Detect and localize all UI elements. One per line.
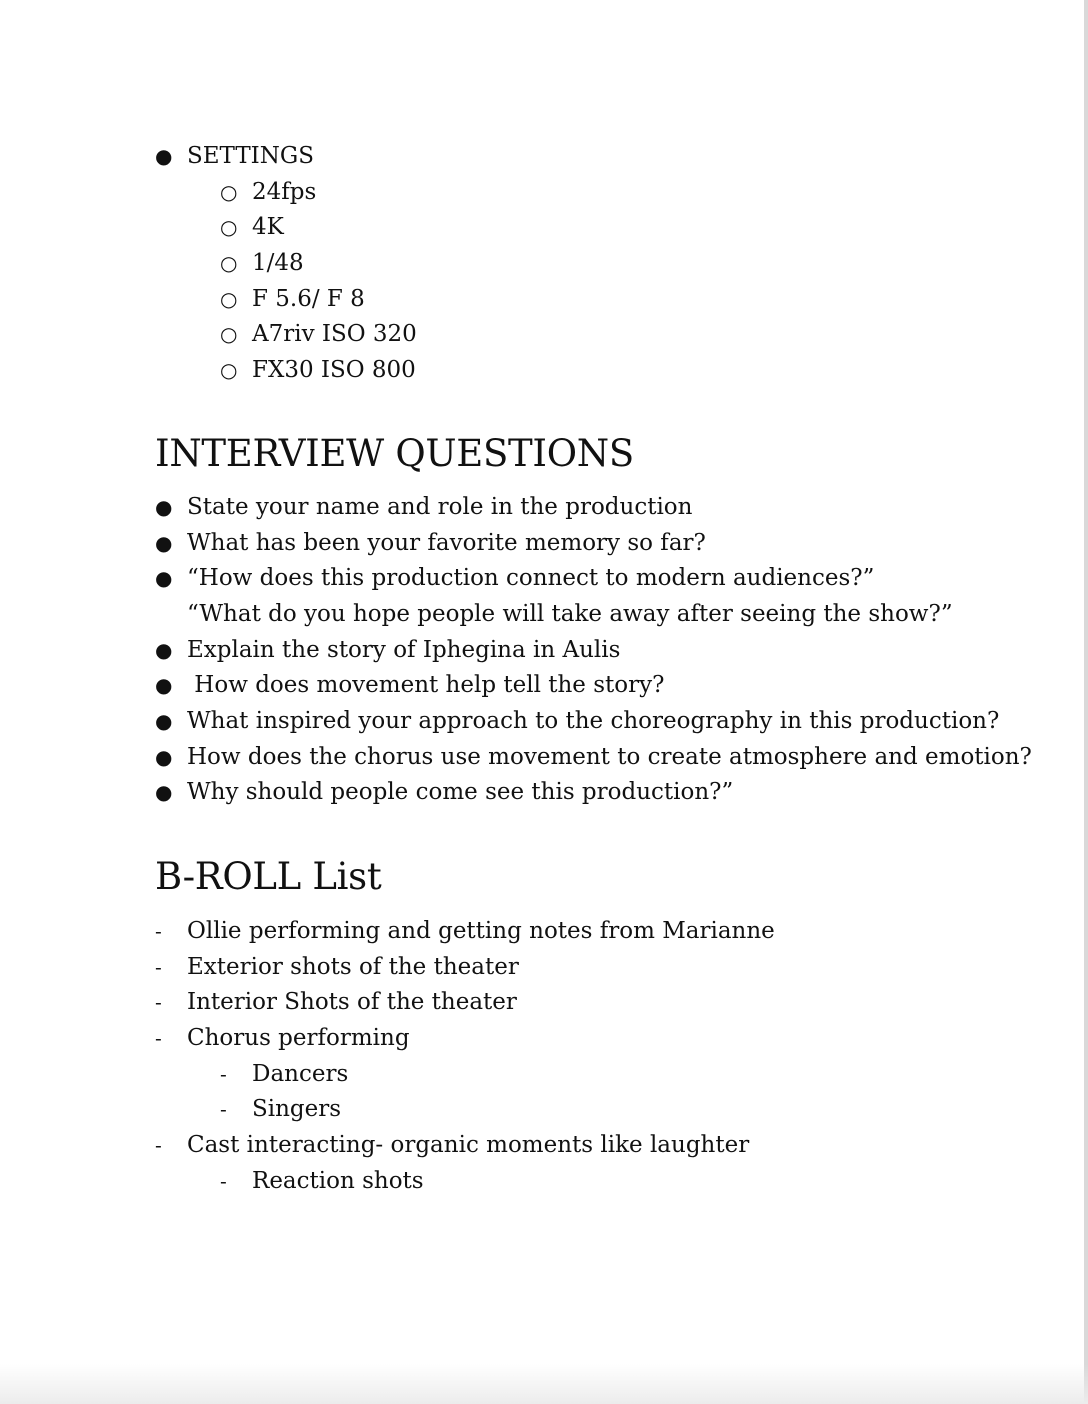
- setting-resolution: 4K: [252, 214, 284, 241]
- dash-marker: -: [155, 954, 162, 979]
- settings-sub-item: [155, 353, 1035, 389]
- question-text: Explain the story of Iphegina in Aulis: [187, 636, 621, 663]
- settings-label: SETTINGS: [187, 143, 314, 169]
- setting-frame-rate: 24fps: [252, 178, 317, 205]
- broll-list-heading: B-ROLL List: [155, 855, 382, 898]
- settings-sub-item: [155, 175, 1035, 211]
- question-item: [155, 561, 1035, 597]
- question-item: [155, 668, 1035, 704]
- sub-bullet-icon: ○: [220, 215, 238, 240]
- setting-iso-a7riv: A7riv ISO 320: [252, 321, 417, 348]
- settings-sub-item: [155, 317, 1035, 353]
- broll-item: [155, 1021, 1035, 1057]
- question-item: [155, 740, 1035, 776]
- bullet-icon: ●: [155, 673, 173, 698]
- question-text: What has been your favorite memory so far?: [187, 529, 706, 556]
- settings-sub-item: [155, 282, 1035, 318]
- setting-shutter: 1/48: [252, 250, 304, 277]
- dash-marker: -: [220, 1061, 227, 1086]
- question-text: State your name and role in the production: [187, 493, 693, 520]
- settings-sub-item: [155, 210, 1035, 246]
- question-item: [155, 633, 1035, 669]
- sub-bullet-icon: ○: [220, 358, 238, 383]
- bullet-icon: ●: [155, 637, 173, 662]
- broll-sub-item: [155, 1164, 1035, 1200]
- settings-sub-item: [155, 246, 1035, 282]
- dash-marker: -: [155, 1026, 162, 1051]
- setting-aperture: F 5.6/ F 8: [252, 285, 365, 312]
- interview-questions-heading: INTERVIEW QUESTIONS: [155, 431, 634, 475]
- question-item: [155, 526, 1035, 562]
- bullet-icon: ●: [155, 494, 173, 519]
- question-text: “What do you hope people will take away after seeing the show?”: [187, 600, 953, 627]
- question-item: [155, 775, 1035, 811]
- broll-text: Chorus performing: [187, 1025, 410, 1052]
- broll-sub-text: Reaction shots: [252, 1167, 424, 1194]
- broll-item: [155, 1128, 1035, 1164]
- bullet-icon: ●: [155, 566, 173, 591]
- question-continuation: [155, 597, 1035, 633]
- question-text: Why should people come see this production?”: [187, 779, 734, 806]
- bullet-icon: ●: [155, 744, 173, 769]
- bullet-icon: ●: [155, 144, 173, 168]
- broll-sub-text: Dancers: [252, 1060, 349, 1087]
- dash-marker: -: [220, 1097, 227, 1122]
- sub-bullet-icon: ○: [220, 322, 238, 347]
- question-text: How does the chorus use movement to create atmosphere and emotion?: [187, 743, 1032, 770]
- question-text: What inspired your approach to the choreography in this production?: [187, 707, 1000, 734]
- bullet-icon: ●: [155, 530, 173, 555]
- broll-text: Exterior shots of the theater: [187, 953, 519, 980]
- dash-marker: -: [155, 990, 162, 1015]
- question-text: “How does this production connect to modern audiences?”: [187, 565, 875, 592]
- dash-marker: -: [155, 919, 162, 943]
- broll-item: [155, 985, 1035, 1021]
- question-item: [155, 490, 1035, 526]
- page-edge: [1084, 0, 1088, 1404]
- document-content: [155, 139, 1035, 1200]
- broll-item: [155, 950, 1035, 986]
- bullet-icon: ●: [155, 780, 173, 805]
- sub-bullet-icon: ○: [220, 251, 238, 276]
- question-text: How does movement help tell the story?: [187, 672, 665, 699]
- dash-marker: -: [155, 1133, 162, 1158]
- bullet-icon: ●: [155, 708, 173, 733]
- broll-text: Ollie performing and getting notes from Marianne: [187, 918, 775, 944]
- setting-iso-fx30: FX30 ISO 800: [252, 357, 416, 384]
- broll-sub-item: [155, 1057, 1035, 1093]
- broll-sub-item: [155, 1092, 1035, 1128]
- sub-bullet-icon: ○: [220, 179, 238, 204]
- settings-item: [155, 139, 1035, 175]
- page-bottom-shadow: [0, 1364, 1088, 1404]
- question-item: [155, 704, 1035, 740]
- broll-item: [155, 914, 1035, 950]
- broll-text: Interior Shots of the theater: [187, 989, 517, 1016]
- sub-bullet-icon: ○: [220, 286, 238, 311]
- broll-text: Cast interacting- organic moments like laughter: [187, 1132, 750, 1159]
- broll-sub-text: Singers: [252, 1096, 342, 1123]
- dash-marker: -: [220, 1168, 227, 1193]
